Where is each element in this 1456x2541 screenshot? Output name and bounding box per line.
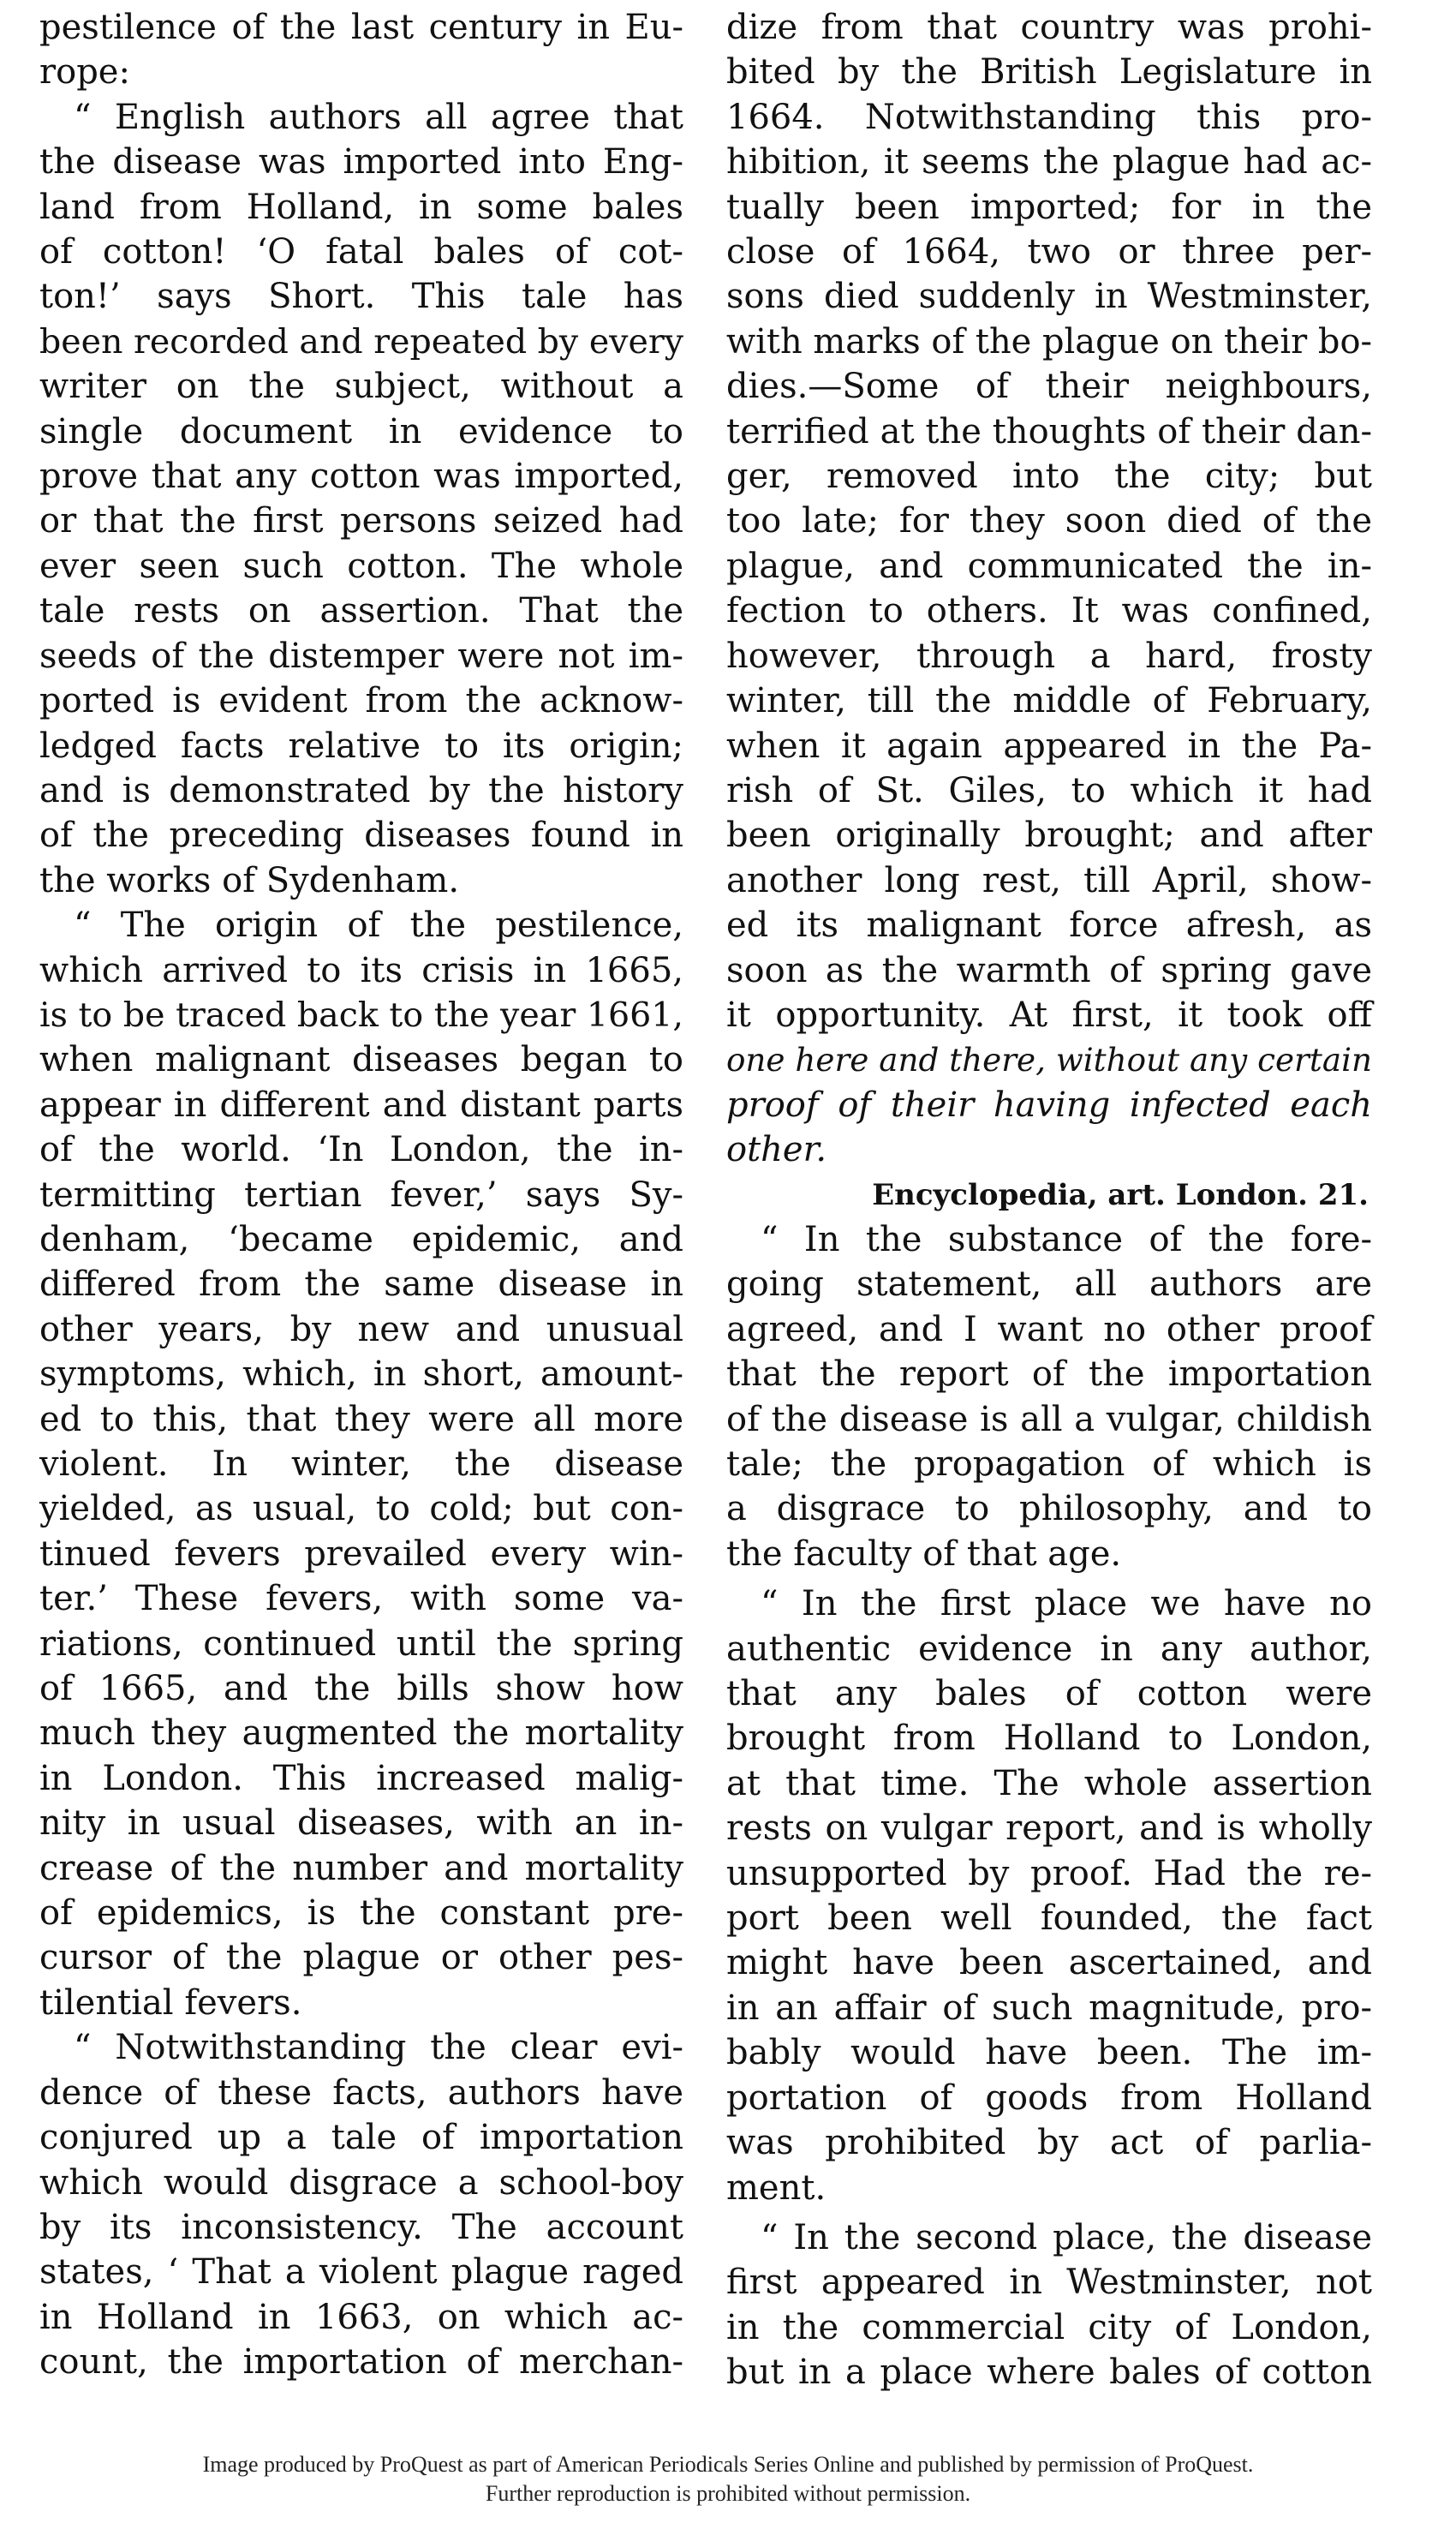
text-line: in London. This increased malig- — [39, 1758, 683, 1798]
text-line: single document in evidence to — [39, 411, 683, 451]
text-line: writer on the subject, without a — [39, 367, 683, 407]
text-line: nity in usual diseases, with an in- — [39, 1803, 683, 1844]
text-line: 1664. Notwithstanding this pro- — [726, 97, 1372, 137]
text-line: other. — [726, 1130, 827, 1170]
text-line: denham, ‘became epidemic, and — [39, 1219, 683, 1259]
right-column — [726, 5, 1372, 2395]
text-line: rope: — [39, 52, 130, 93]
text-line: been originally brought; and after — [726, 816, 1372, 856]
text-line: that any bales of cotton were — [726, 1674, 1372, 1714]
text-line: but in a place where bales of cotton — [726, 2353, 1372, 2393]
text-line: terrified at the thoughts of their dan- — [726, 411, 1372, 451]
text-line: “ Notwithstanding the clear evi- — [74, 2028, 683, 2068]
text-line: was prohibited by act of parlia- — [726, 2123, 1372, 2163]
text-line: been recorded and repeated by every — [39, 321, 683, 362]
left-column — [39, 5, 683, 2385]
text-line: land from Holland, in some bales — [39, 187, 683, 227]
text-line: “ In the second place, the disease — [761, 2217, 1372, 2257]
text-line: bited by the British Legislature in — [726, 52, 1372, 93]
text-line: is to be traced back to the year 1661, — [39, 995, 683, 1035]
text-line: crease of the number and mortality — [39, 1848, 683, 1888]
text-line: riations, continued until the spring — [39, 1623, 683, 1664]
text-line: ton!’ says Short. This tale has — [39, 277, 683, 317]
paragraph-left-4 — [39, 2025, 683, 2384]
text-line: plague, and communicated the in- — [726, 546, 1372, 586]
text-line: that the report of the importation — [726, 1354, 1372, 1395]
text-line: in an affair of such magnitude, pro- — [726, 1988, 1372, 2028]
text-line: rests on vulgar report, and is wholly — [726, 1809, 1372, 1849]
text-line: brought from Holland to London, — [726, 1719, 1372, 1759]
text-line: conjured up a tale of importation — [39, 2118, 683, 2158]
text-line: ported is evident from the acknow- — [39, 681, 683, 721]
text-line: other years, by new and unusual — [39, 1309, 683, 1349]
paragraph-right-2 — [726, 1217, 1372, 1576]
text-line: fection to others. It was confined, — [726, 591, 1372, 631]
text-line: tale rests on assertion. That the — [39, 591, 683, 631]
text-line: in the commercial city of London, — [726, 2307, 1372, 2347]
text-line: however, through a hard, frosty — [726, 636, 1372, 676]
text-line: it opportunity. At first, it took off — [726, 995, 1372, 1035]
text-line: of cotton! ‘O fatal bales of cot- — [39, 232, 683, 272]
text-line: dies.—Some of their neighbours, — [726, 367, 1372, 407]
text-line: symptoms, which, in short, amount- — [39, 1354, 683, 1395]
text-line: ter.’ These fevers, with some va- — [39, 1579, 683, 1619]
text-line: soon as the warmth of spring gave — [726, 950, 1372, 990]
citation: Encyclopedia, art. London. 21. — [872, 1177, 1369, 1212]
text-line: ledged facts relative to its origin; — [39, 726, 683, 766]
text-line: ger, removed into the city; but — [726, 457, 1372, 497]
text-line: of 1665, and the bills show how — [39, 1669, 683, 1709]
text-line: of epidemics, is the constant pre- — [39, 1893, 683, 1934]
text-line: the works of Sydenham. — [39, 860, 460, 900]
text-line: one here and there, without any certain — [726, 1041, 1372, 1079]
text-line: sons died suddenly in Westminster, — [726, 277, 1372, 317]
text-line: another long rest, till April, show- — [726, 860, 1372, 900]
text-line: when it again appeared in the Pa- — [726, 726, 1372, 766]
text-line: proof of their having infected each — [726, 1085, 1372, 1125]
text-line: “ The origin of the pestilence, — [74, 906, 683, 946]
text-line: much they augmented the mortality — [39, 1713, 683, 1754]
text-line: “ English authors all agree that — [74, 97, 683, 137]
text-line: tale; the propagation of which is — [726, 1444, 1372, 1484]
text-line: with marks of the plague on their bo- — [726, 321, 1372, 362]
text-line: “ In the first place we have no — [761, 1584, 1372, 1624]
text-line: tinued fevers prevailed every win- — [39, 1534, 683, 1574]
text-line: the disease was imported into Eng- — [39, 142, 683, 182]
text-line: bably would have been. The im- — [726, 2033, 1372, 2073]
text-line: cursor of the plague or other pes- — [39, 1938, 683, 1978]
text-line: yielded, as usual, to cold; but con- — [39, 1489, 683, 1529]
text-line: dence of these facts, authors have — [39, 2072, 683, 2113]
text-line: prove that any cotton was imported, — [39, 457, 683, 497]
text-line: seeds of the distemper were not im- — [39, 636, 683, 676]
text-line: violent. In winter, the disease — [39, 1444, 683, 1484]
text-line: port been well founded, the fact — [726, 1898, 1372, 1939]
text-line: first appeared in Westminster, not — [726, 2263, 1372, 2303]
text-line: agreed, and I want no other proof — [726, 1309, 1372, 1349]
text-line: count, the importation of merchan- — [39, 2342, 683, 2383]
paragraph-left-2 — [39, 95, 683, 903]
text-line: tilential fevers. — [39, 1982, 302, 2023]
text-line: ed to this, that they were all more — [39, 1399, 683, 1439]
paragraph-right-4 — [726, 2215, 1372, 2395]
text-line: tually been imported; for in the — [726, 187, 1372, 227]
text-line: “ In the substance of the fore- — [761, 1219, 1372, 1259]
text-line: going statement, all authors are — [726, 1265, 1372, 1305]
copyright-footer — [0, 2450, 1456, 2508]
text-line: states, ‘ That a violent plague raged — [39, 2252, 683, 2293]
text-line: at that time. The whole assertion — [726, 1763, 1372, 1803]
text-line: dize from that country was prohi- — [726, 8, 1372, 47]
text-line: hibition, it seems the plague had ac- — [726, 142, 1372, 182]
text-line: termitting tertian fever,’ says Sy- — [39, 1175, 683, 1215]
paragraph-left-1 — [39, 5, 683, 95]
paragraph-right-1 — [726, 5, 1372, 1173]
text-line: portation of goods from Holland — [726, 2078, 1372, 2118]
text-line: close of 1664, two or three per- — [726, 232, 1372, 272]
text-line: ment. — [726, 2167, 826, 2208]
text-line: by its inconsistency. The account — [39, 2207, 683, 2247]
text-line: or that the first persons seized had — [39, 501, 683, 541]
paragraph-left-3 — [39, 903, 683, 2025]
text-line: too late; for they soon died of the — [726, 501, 1372, 541]
text-line: of the preceding diseases found in — [39, 816, 683, 856]
text-line: winter, till the middle of February, — [726, 681, 1372, 721]
text-line: which would disgrace a school-boy — [39, 2162, 683, 2203]
footer-line-1: Image produced by ProQuest as part of American Periodicals Series Online and published by permission of ProQuest. — [202, 2452, 1254, 2477]
text-line: rish of St. Giles, to which it had — [726, 770, 1372, 810]
text-line: ever seen such cotton. The whole — [39, 546, 683, 586]
text-line: in Holland in 1663, on which ac- — [39, 2297, 683, 2337]
text-line: the faculty of that age. — [726, 1534, 1122, 1574]
text-line: which arrived to its crisis in 1665, — [39, 950, 683, 990]
text-line: of the disease is all a vulgar, childish — [726, 1399, 1372, 1439]
text-line: ed its malignant force afresh, as — [726, 906, 1372, 946]
text-line: authentic evidence in any author, — [726, 1629, 1372, 1669]
text-line: a disgrace to philosophy, and to — [726, 1489, 1372, 1529]
text-line: when malignant diseases began to — [39, 1040, 683, 1080]
text-line: of the world. ‘In London, the in- — [39, 1130, 683, 1170]
text-line: pestilence of the last century in Eu- — [39, 8, 683, 47]
text-line: differed from the same disease in — [39, 1265, 683, 1305]
text-line: appear in different and distant parts — [39, 1085, 683, 1125]
text-line: unsupported by proof. Had the re- — [726, 1853, 1372, 1893]
paragraph-right-3 — [726, 1581, 1372, 2210]
text-line: might have been ascertained, and — [726, 1943, 1372, 1983]
text-line: and is demonstrated by the history — [39, 770, 683, 810]
footer-line-2: Further reproduction is prohibited without permission. — [485, 2481, 971, 2506]
